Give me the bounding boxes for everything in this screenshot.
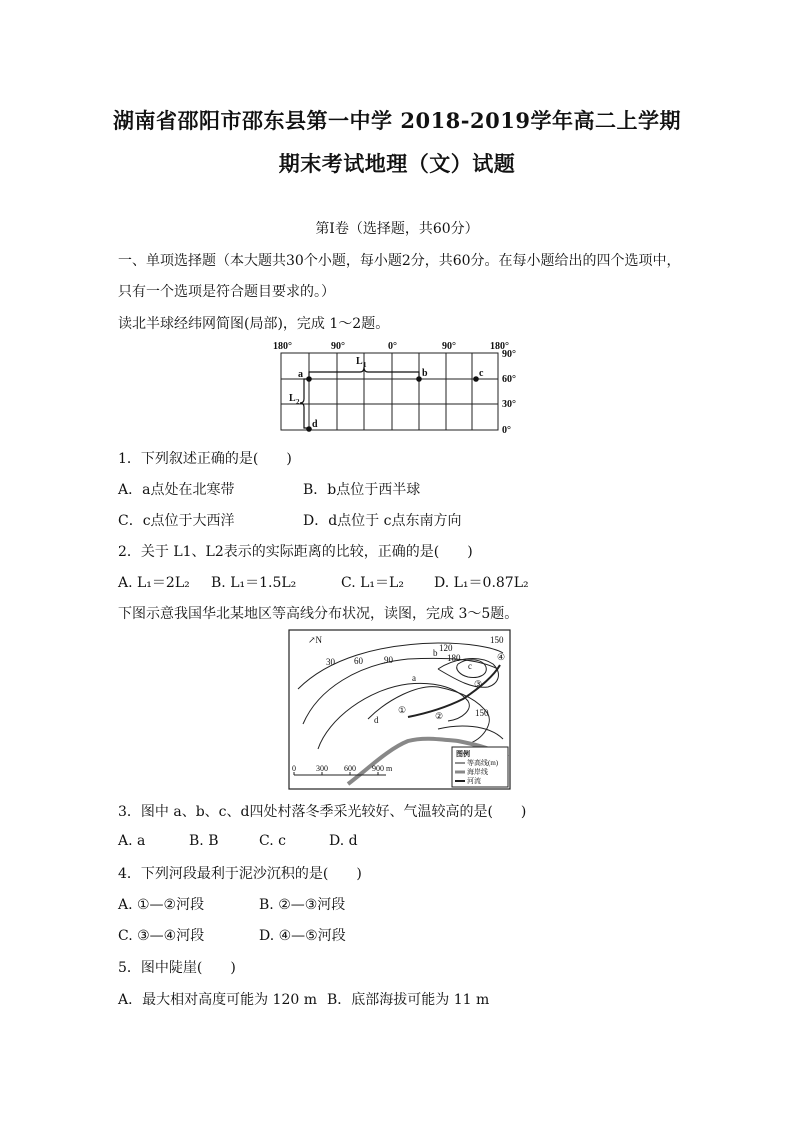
scale-label-600: 600	[344, 764, 356, 773]
legend-item-river: 河流	[467, 777, 481, 785]
lon-label-0: 0°	[388, 341, 397, 352]
q1-option-a: A．a点处在北寒带	[118, 482, 235, 498]
legend-item-coastline: 海岸线	[467, 768, 488, 776]
q2-stem: 2．关于 L1、L2表示的实际距离的比较，正确的是( )	[118, 544, 473, 560]
q3-stem: 3．图中 a、b、c、d四处村落冬季采光较好、气温较高的是( )	[118, 804, 527, 820]
point-a	[306, 376, 312, 382]
q2-option-b: B. L₁＝1.5L₂	[211, 575, 297, 591]
contour-label-120: 120	[439, 643, 453, 653]
label-l1-sub: 1	[363, 361, 367, 369]
scale-label-900: 900 m	[372, 764, 393, 773]
north-arrow: ↗N	[308, 635, 323, 645]
q4-stem: 4．下列河段最利于泥沙沉积的是( )	[118, 866, 362, 882]
point-label-a: a	[412, 673, 416, 683]
q1-option-b: B．b点位于西半球	[303, 482, 421, 498]
legend-title: 图例	[456, 750, 470, 758]
river-mark-4: ④	[497, 652, 506, 662]
label-d: d	[312, 419, 318, 430]
contour-label-30: 30	[326, 657, 335, 667]
contour-label-90: 90	[384, 655, 393, 665]
q3-option-b: B. B	[189, 833, 219, 849]
passage-1: 读北半球经纬网简图(局部)，完成 1～2题。	[118, 316, 390, 332]
q3-option-a: A. a	[118, 833, 146, 849]
lat-label-30: 30°	[502, 399, 516, 410]
q1-stem: 1．下列叙述正确的是( )	[118, 451, 292, 467]
label-b: b	[422, 368, 428, 379]
lon-label-90w: 90°	[331, 341, 345, 352]
contour-label-150-top: 150	[490, 635, 504, 645]
lon-label-180w: 180°	[273, 341, 292, 352]
label-l2-sub: 2	[296, 398, 300, 406]
q2-option-a: A. L₁＝2L₂	[118, 575, 190, 591]
lon-label-90e: 90°	[442, 341, 456, 352]
point-d	[306, 426, 312, 432]
q3-option-c: C. c	[259, 833, 286, 849]
lat-long-grid-figure	[270, 337, 530, 439]
lat-label-0: 0°	[502, 425, 511, 436]
lon-label-180e: 180°	[490, 341, 509, 352]
section-heading: 第Ⅰ卷（选择题，共60分）	[315, 221, 479, 237]
river-mark-3: ③	[474, 679, 483, 689]
point-label-c: c	[468, 661, 472, 671]
q5-stem: 5．图中陡崖( )	[118, 960, 236, 976]
lat-label-60: 60°	[502, 374, 516, 385]
q4-option-b: B. ②—③河段	[259, 897, 346, 913]
q4-option-d: D. ④—⑤河段	[259, 928, 346, 944]
q3-option-d: D. d	[329, 833, 358, 849]
point-label-b: b	[433, 648, 438, 658]
q1-option-c: C．c点位于大西洋	[118, 513, 235, 529]
q1-option-d: D．d点位于 c点东南方向	[303, 513, 462, 529]
contour-label-60: 60	[354, 656, 363, 666]
legend-item-contour: 等高线(m)	[467, 759, 499, 767]
point-label-d: d	[374, 715, 379, 725]
q5-option-b: B．底部海拔可能为 11 m	[327, 992, 490, 1008]
river-mark-1: ①	[398, 705, 407, 715]
q2-option-d: D. L₁＝0.87L₂	[434, 575, 529, 591]
instructions-line1: 一、单项选择题（本大题共30个小题，每小题2分，共60分。在每小题给出的四个选项中，	[118, 253, 681, 269]
contour-map-figure	[288, 629, 512, 791]
lat-label-90: 90°	[502, 349, 516, 360]
label-a: a	[298, 369, 303, 380]
contour-label-150-bottom: 150	[475, 708, 489, 718]
point-b	[416, 376, 422, 382]
q4-option-a: A. ①—②河段	[118, 897, 205, 913]
scale-label-0: 0	[292, 764, 296, 773]
q2-option-c: C. L₁＝L₂	[341, 575, 404, 591]
contour-label-180: 180	[447, 653, 461, 663]
instructions-line2: 只有一个选项是符合题目要求的。）	[118, 284, 335, 300]
label-l1: L	[356, 356, 363, 367]
label-l2: L	[289, 393, 296, 404]
document-title-line2: 期末考试地理（文）试题	[278, 151, 516, 176]
document-title-line1: 湖南省邵阳市邵东县第一中学 2018-2019学年高二上学期	[113, 108, 681, 133]
q4-option-c: C. ③—④河段	[118, 928, 205, 944]
q5-option-a: A．最大相对高度可能为 120 m	[118, 992, 318, 1008]
river-mark-2: ②	[435, 711, 444, 721]
scale-label-300: 300	[316, 764, 328, 773]
point-c	[473, 376, 479, 382]
passage-2: 下图示意我国华北某地区等高线分布状况，读图，完成 3～5题。	[118, 606, 519, 622]
label-c: c	[479, 368, 484, 379]
